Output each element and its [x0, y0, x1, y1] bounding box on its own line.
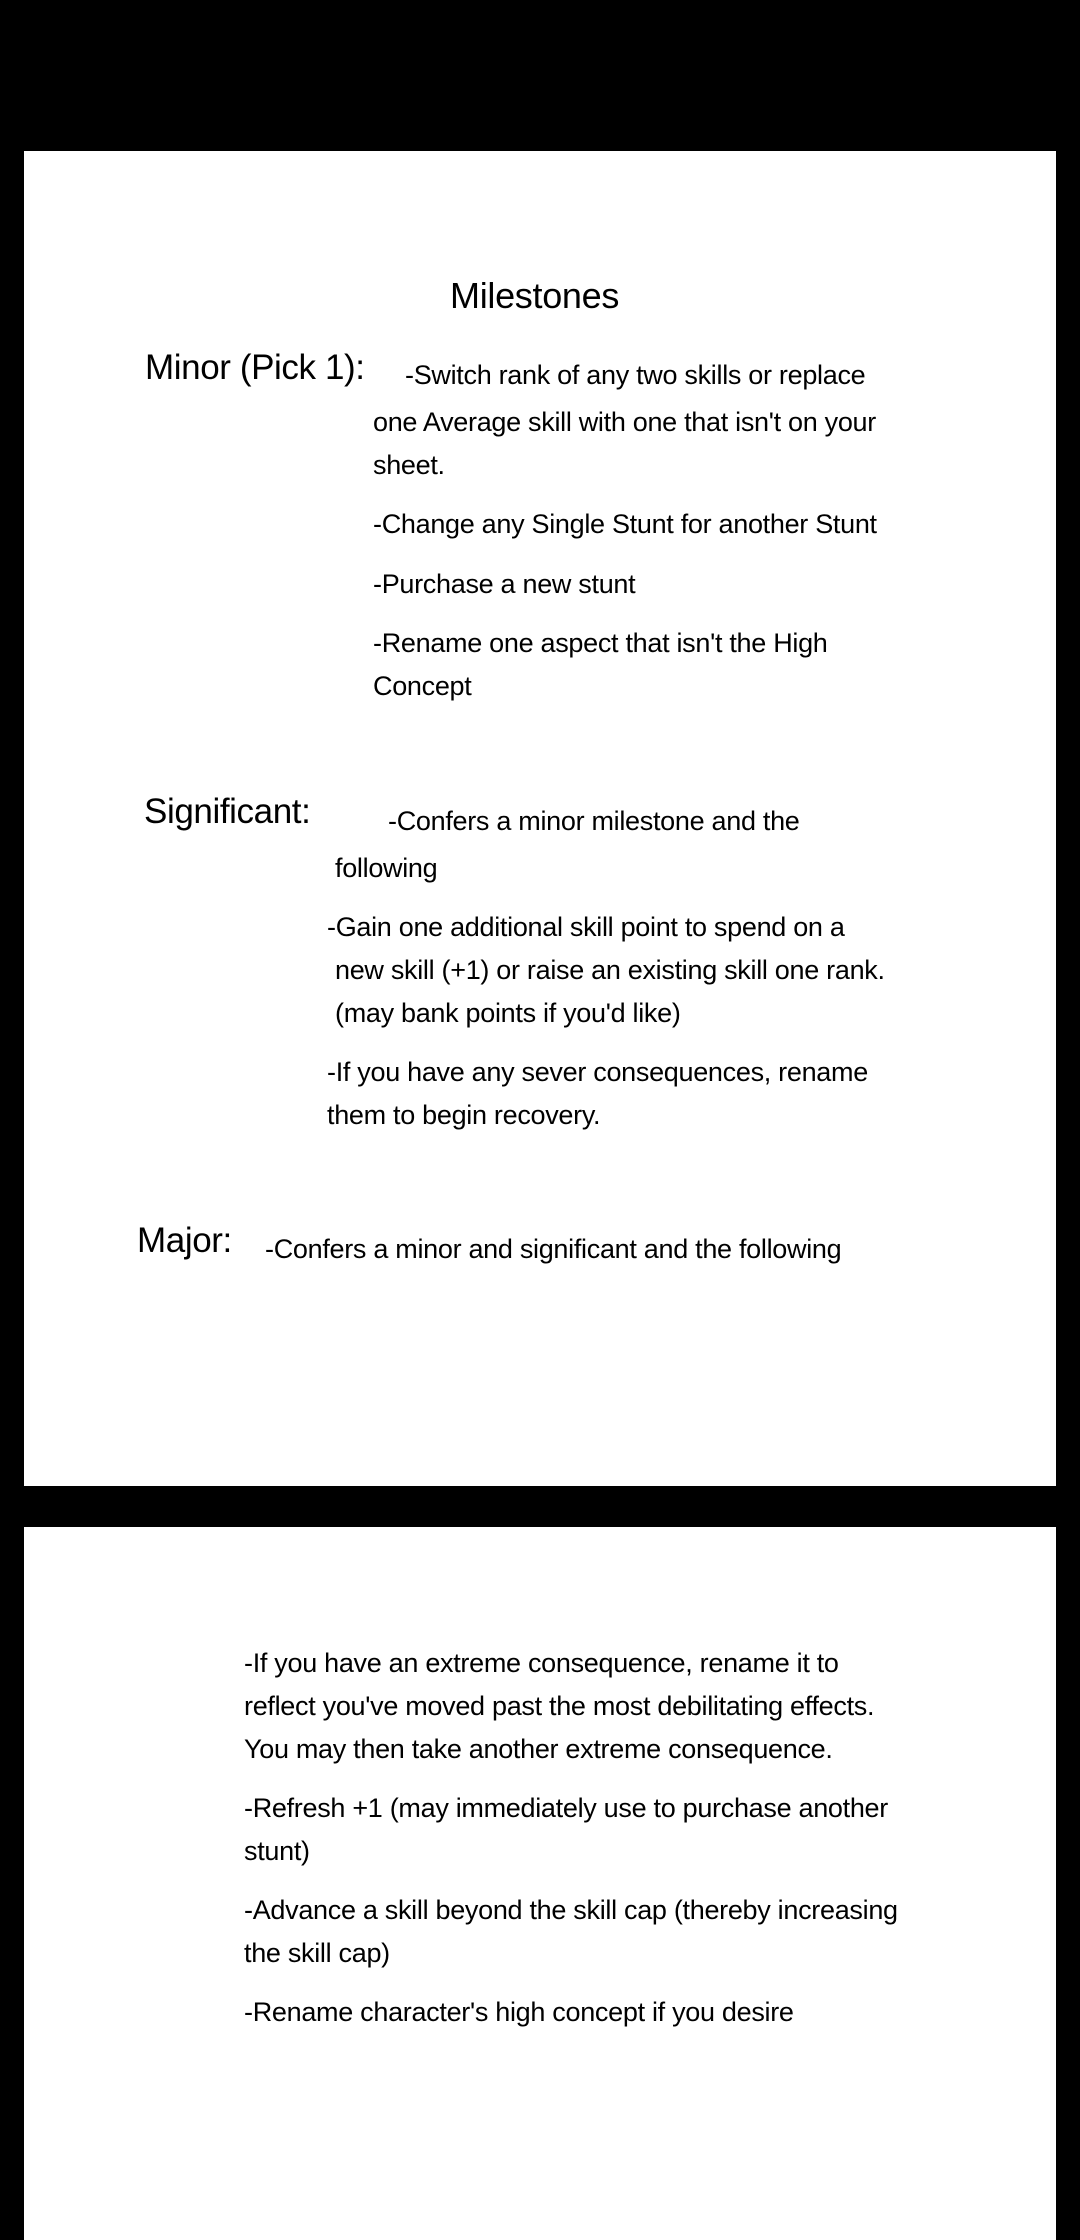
minor-item-1-line-3: sheet. — [373, 450, 445, 480]
significant-item-2-line-2: new skill (+1) or raise an existing skill one rank. — [335, 955, 885, 985]
document-page-2 — [24, 1527, 1056, 2240]
minor-item-2-line-1: -Change any Single Stunt for another Stunt — [373, 509, 877, 539]
significant-item-3-line-1: -If you have any sever consequences, rename — [327, 1057, 868, 1087]
minor-item-4-line-2: Concept — [373, 671, 472, 701]
significant-item-2-line-3: (may bank points if you'd like) — [335, 998, 681, 1028]
page-title: Milestones — [450, 275, 620, 316]
significant-item-1-line-1: -Confers a minor milestone and the — [388, 806, 800, 836]
major-milestone-label: Major: — [137, 1221, 232, 1260]
minor-item-1-line-1: -Switch rank of any two skills or replace — [405, 360, 866, 390]
significant-milestone-label: Significant: — [144, 792, 311, 831]
major-item-4-line-1: -Advance a skill beyond the skill cap (thereby increasing — [244, 1895, 898, 1925]
major-item-4-line-2: the skill cap) — [244, 1938, 390, 1968]
minor-item-4-line-1: -Rename one aspect that isn't the High — [373, 628, 828, 658]
minor-item-3-line-1: -Purchase a new stunt — [373, 569, 636, 599]
significant-item-1-line-2: following — [335, 853, 438, 883]
major-item-2-line-2: reflect you've moved past the most debilitating effects. — [244, 1691, 875, 1721]
significant-item-2-line-1: -Gain one additional skill point to spend on a — [327, 912, 845, 942]
major-item-3-line-2: stunt) — [244, 1836, 310, 1866]
major-item-2-line-3: You may then take another extreme consequence. — [244, 1734, 833, 1764]
significant-item-3-line-2: them to begin recovery. — [327, 1100, 601, 1130]
major-item-5-line-1: -Rename character's high concept if you desire — [244, 1997, 794, 2027]
major-item-1-line-1: -Confers a minor and significant and the following — [265, 1234, 842, 1264]
minor-milestone-label: Minor (Pick 1): — [145, 348, 365, 387]
major-item-2-line-1: -If you have an extreme consequence, rename it to — [244, 1648, 839, 1678]
major-item-3-line-1: -Refresh +1 (may immediately use to purchase another — [244, 1793, 888, 1823]
document-page-1 — [24, 151, 1056, 1486]
minor-item-1-line-2: one Average skill with one that isn't on your — [373, 407, 876, 437]
